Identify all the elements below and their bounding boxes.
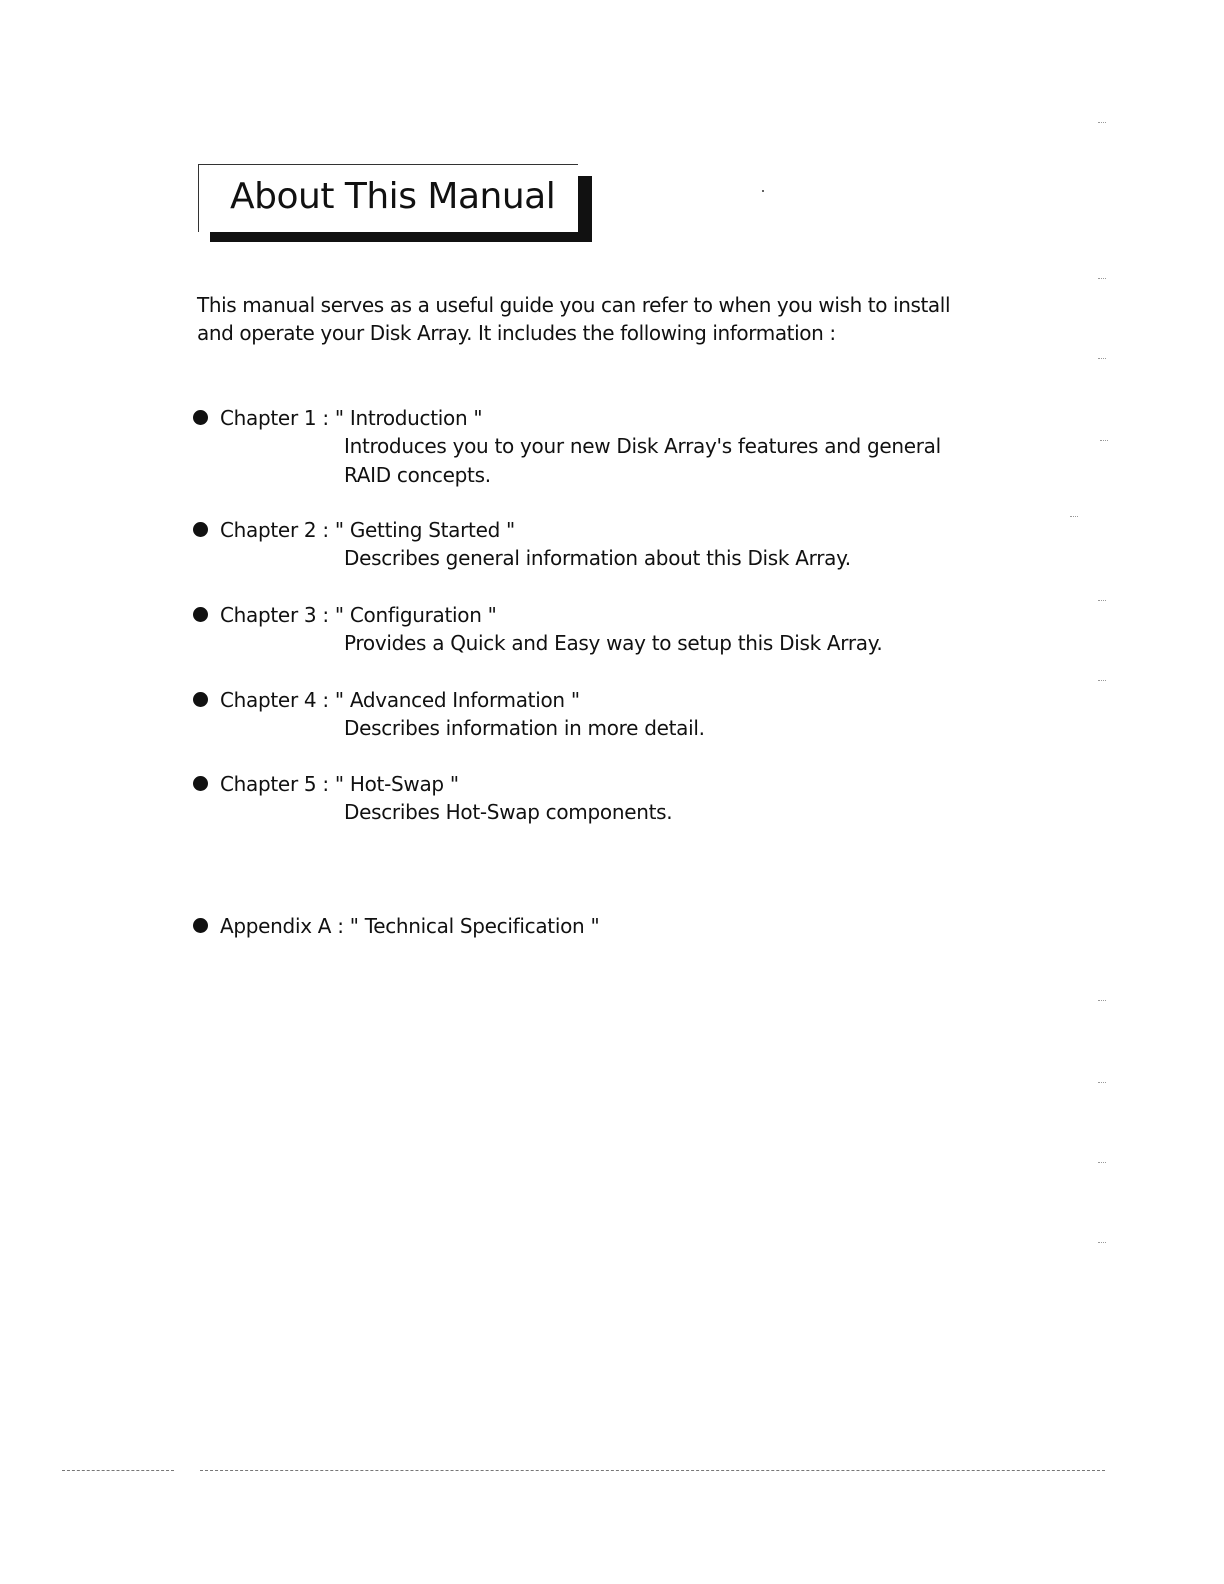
bullet-icon bbox=[193, 410, 208, 425]
margin-speck bbox=[1098, 358, 1106, 359]
chapter-heading: Chapter 3 : " Configuration " bbox=[220, 603, 497, 627]
chapter-heading: Chapter 1 : " Introduction " bbox=[220, 406, 483, 430]
list-item-appendix-a bbox=[193, 912, 993, 940]
appendix-heading: Appendix A : " Technical Specification " bbox=[220, 914, 600, 938]
scan-speck bbox=[762, 190, 764, 192]
margin-speck bbox=[1100, 440, 1108, 441]
list-item-chapter-5 bbox=[193, 770, 993, 827]
chapter-description: Describes general information about this Disk Array. bbox=[344, 546, 851, 570]
intro-paragraph: This manual serves as a useful guide you can refer to when you wish to install and operate your Disk Array. It includes the following information : bbox=[197, 293, 951, 345]
margin-speck bbox=[1098, 680, 1106, 681]
margin-speck bbox=[1098, 1162, 1106, 1163]
margin-speck bbox=[1098, 278, 1106, 279]
bullet-icon bbox=[193, 776, 208, 791]
chapter-description: Describes information in more detail. bbox=[344, 716, 705, 740]
chapter-description: Describes Hot-Swap components. bbox=[344, 800, 673, 824]
chapter-heading: Chapter 4 : " Advanced Information " bbox=[220, 688, 580, 712]
list-item-chapter-3 bbox=[193, 601, 993, 658]
bullet-icon bbox=[193, 522, 208, 537]
title-box-shadow bbox=[210, 232, 592, 242]
margin-speck bbox=[1098, 1082, 1106, 1083]
list-item-chapter-4 bbox=[193, 686, 993, 743]
bullet-icon bbox=[193, 918, 208, 933]
list-item-chapter-1 bbox=[193, 404, 993, 490]
margin-speck bbox=[1098, 122, 1106, 123]
margin-speck bbox=[1098, 1242, 1106, 1243]
page-title: About This Manual bbox=[230, 176, 556, 217]
margin-speck bbox=[1070, 516, 1078, 517]
margin-speck bbox=[1098, 600, 1106, 601]
margin-speck bbox=[1098, 1000, 1106, 1001]
chapter-heading: Chapter 5 : " Hot-Swap " bbox=[220, 772, 459, 796]
chapter-heading: Chapter 2 : " Getting Started " bbox=[220, 518, 515, 542]
chapter-description: Provides a Quick and Easy way to setup this Disk Array. bbox=[344, 631, 883, 655]
footer-dashed-rule bbox=[200, 1470, 1105, 1471]
footer-dashed-rule bbox=[62, 1470, 174, 1471]
list-item-chapter-2 bbox=[193, 516, 993, 573]
bullet-icon bbox=[193, 692, 208, 707]
chapter-description: Introduces you to your new Disk Array's features and general RAID concepts. bbox=[344, 434, 941, 487]
bullet-icon bbox=[193, 607, 208, 622]
